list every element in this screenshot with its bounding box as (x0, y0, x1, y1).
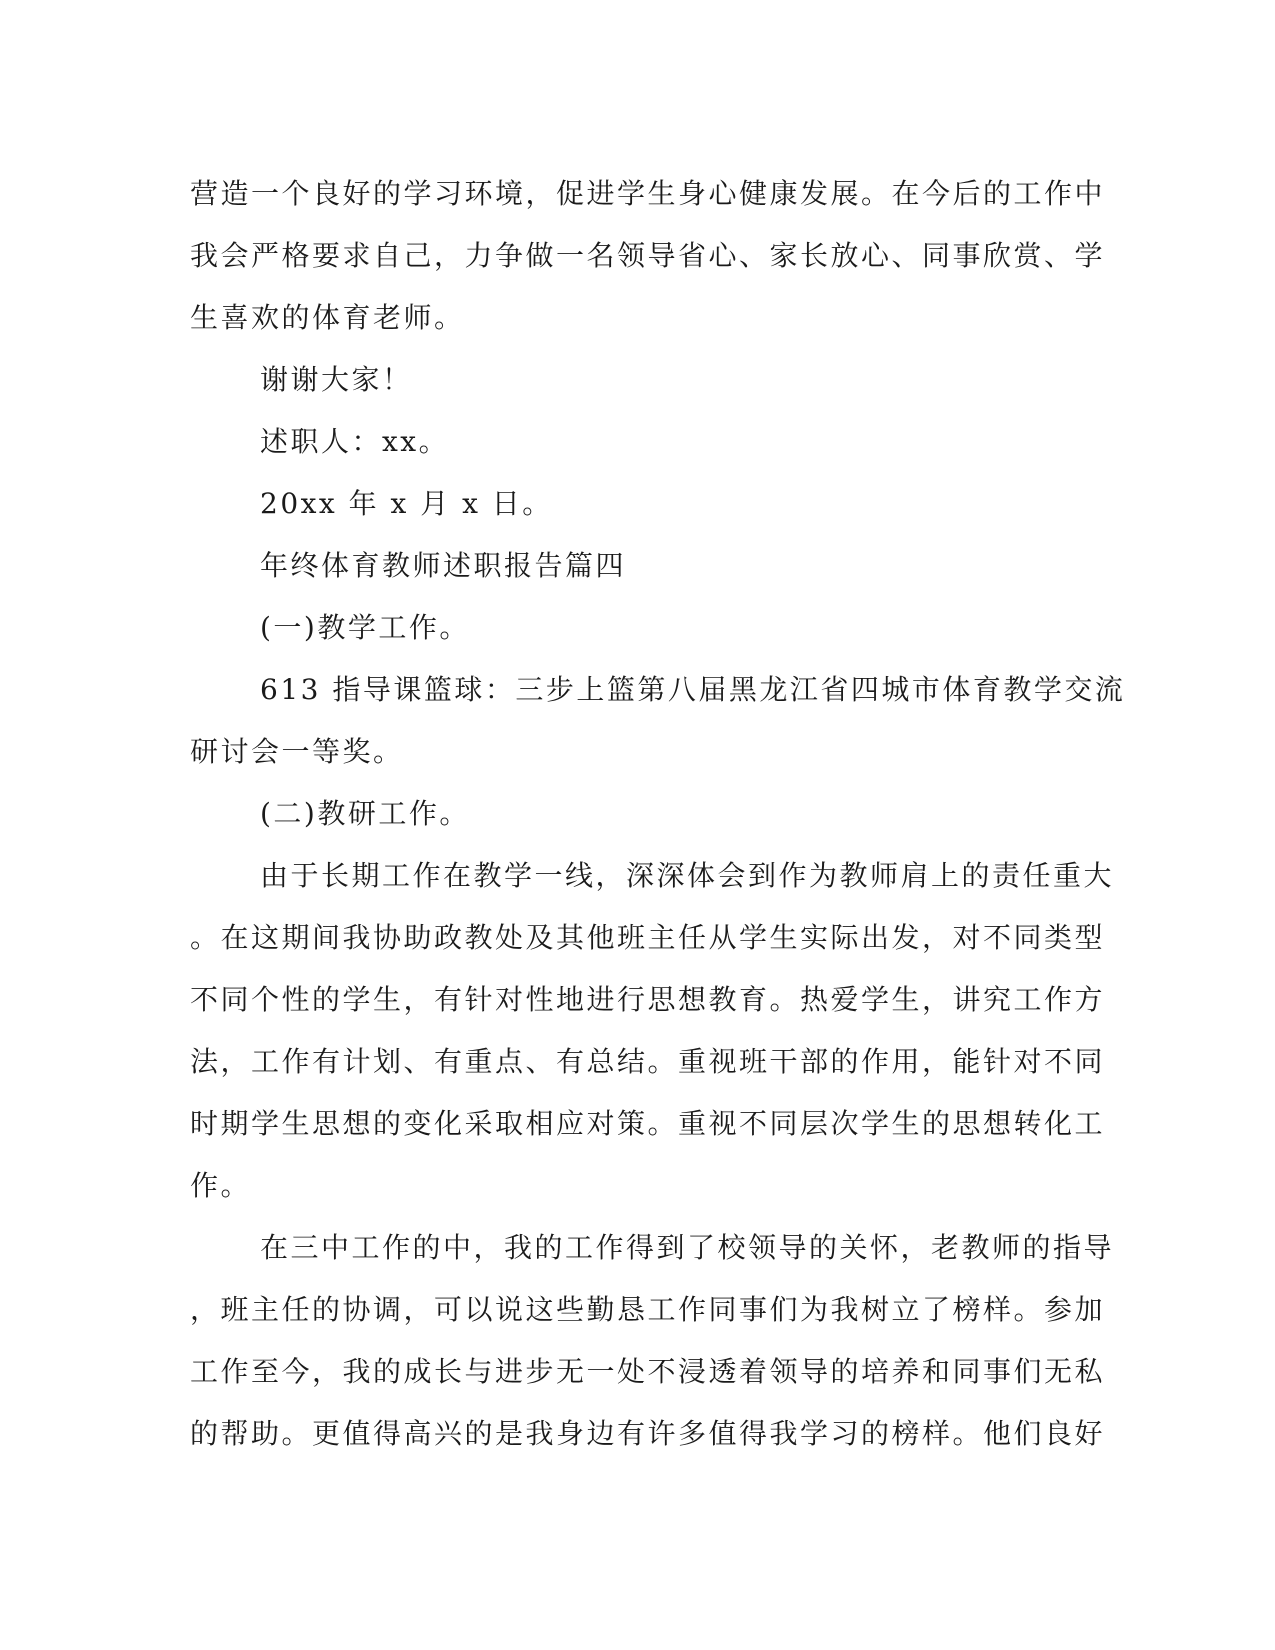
signature-line: 述职人：xx。 (260, 425, 450, 458)
text-line: 工作至今，我的成长与进步无一处不浸透着领导的培养和同事们无私 (190, 1355, 1106, 1388)
text-line: 时期学生思想的变化采取相应对策。重视不同层次学生的思想转化工 (190, 1107, 1106, 1140)
subsection-heading: (二)教研工作。 (260, 797, 470, 830)
text-line: 谢谢大家！ (260, 363, 413, 396)
text-line: 生喜欢的体育老师。 (190, 301, 465, 334)
subsection-heading: (一)教学工作。 (260, 611, 470, 644)
date-line: 20xx 年 x 月 x 日。 (260, 487, 553, 520)
text-line: 作。 (190, 1169, 252, 1202)
text-line: 613 指导课篮球：三步上篮第八届黑龙江省四城市体育教学交流 (260, 673, 1126, 706)
document-body (190, 163, 1126, 1465)
section-title: 年终体育教师述职报告篇四 (260, 549, 627, 582)
text-line: 在三中工作的中，我的工作得到了校领导的关怀，老教师的指导 (260, 1231, 1115, 1264)
text-line: 。在这期间我协助政教处及其他班主任从学生实际出发，对不同类型 (190, 921, 1106, 954)
text-line: 营造一个良好的学习环境，促进学生身心健康发展。在今后的工作中 (190, 177, 1106, 210)
text-line: 由于长期工作在教学一线，深深体会到作为教师肩上的责任重大 (260, 859, 1115, 892)
text-line: 的帮助。更值得高兴的是我身边有许多值得我学习的榜样。他们良好 (190, 1417, 1106, 1450)
text-line: 研讨会一等奖。 (190, 735, 404, 768)
text-line: 法，工作有计划、有重点、有总结。重视班干部的作用，能针对不同 (190, 1045, 1106, 1078)
text-line: ，班主任的协调，可以说这些勤恳工作同事们为我树立了榜样。参加 (190, 1293, 1106, 1326)
text-line: 我会严格要求自己，力争做一名领导省心、家长放心、同事欣赏、学 (190, 239, 1106, 272)
text-line: 不同个性的学生，有针对性地进行思想教育。热爱学生，讲究工作方 (190, 983, 1106, 1016)
